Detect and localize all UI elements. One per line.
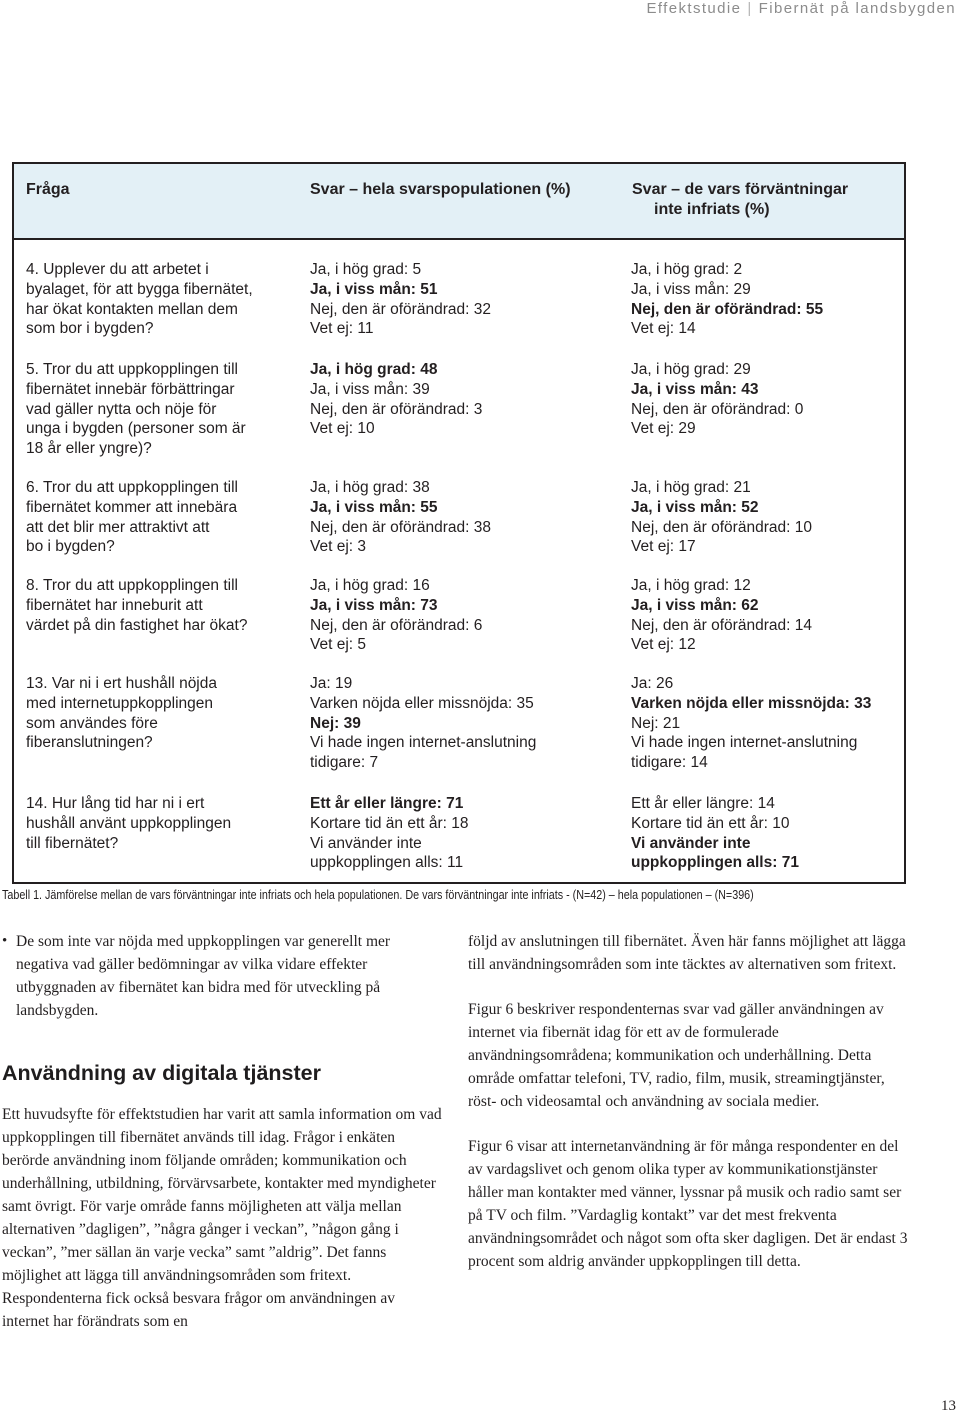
question-cell <box>26 478 281 557</box>
bullet-item <box>2 930 442 1022</box>
question-cell-line: bo i bygden? <box>26 538 115 556</box>
all-respondents-cell-line: Vet ej: 11 <box>310 320 374 338</box>
unmet-expectations-cell-line: Ett år eller längre: 14 <box>631 795 775 812</box>
unmet-expectations-cell-line: Ja, i hög grad: 2 <box>631 261 743 278</box>
question-cell <box>26 794 281 853</box>
unmet-expectations-cell-line: Ja, i hög grad: 21 <box>631 479 751 496</box>
running-head-separator: | <box>747 0 753 17</box>
question-cell-line: hushåll använt uppkopplingen <box>26 814 232 832</box>
unmet-expectations-cell-line: Ja, i hög grad: 12 <box>631 577 751 594</box>
question-cell-line: som bor i bygden? <box>26 320 154 338</box>
bullet-dot-icon: • <box>2 933 8 949</box>
page-number: 13 <box>941 1398 956 1414</box>
unmet-expectations-cell-line: Vet ej: 12 <box>631 636 696 654</box>
unmet-expectations-cell-line: Ja, i hög grad: 29 <box>631 361 751 378</box>
all-respondents-cell-line: uppkopplingen alls: 11 <box>310 854 464 872</box>
all-respondents-cell-line: Vet ej: 5 <box>310 636 367 654</box>
question-cell-line: med internetuppkopplingen <box>26 694 213 712</box>
question-cell-line: har ökat kontakten mellan dem <box>26 300 238 318</box>
question-cell-line: 5. Tror du att uppkopplingen till <box>26 361 238 378</box>
section-heading: Användning av digitala tjänster <box>2 1061 321 1085</box>
all-respondents-cell-line: Varken nöjda eller missnöjda: 35 <box>310 694 534 712</box>
table-header <box>14 164 904 240</box>
question-cell <box>26 260 281 339</box>
unmet-expectations-cell-line: Nej, den är oförändrad: 14 <box>631 616 812 634</box>
running-head <box>356 0 956 17</box>
unmet-expectations-cell-line: Nej, den är oförändrad: 10 <box>631 518 812 536</box>
question-cell-line: 6. Tror du att uppkopplingen till <box>26 479 238 496</box>
question-cell-line: 18 år eller yngre)? <box>26 440 152 458</box>
unmet-expectations-cell-line: Nej: 21 <box>631 714 681 732</box>
unmet-expectations-cell-line: uppkopplingen alls: 71 <box>631 854 799 872</box>
all-respondents-cell-line: Ja, i viss mån: 55 <box>310 498 438 516</box>
all-respondents-cell <box>310 260 610 339</box>
all-respondents-cell-line: Ett år eller längre: 71 <box>310 795 464 812</box>
unmet-expectations-cell <box>631 674 901 773</box>
paragraph-right-2: Figur 6 beskriver respondenternas svar vad gäller användningen av internet via fibernät idag för ett av de formulerade användningsområdena; kommunikation och underhållning. Detta område omfattar telefoni, TV, radio, film, musik, streamingtjänster, röst- och videosamtal och användning av sociala medier. <box>468 1001 885 1110</box>
running-head-subtitle: Fibernät på landsbygden <box>758 0 956 17</box>
unmet-expectations-cell <box>631 576 901 655</box>
unmet-expectations-cell-line: Vet ej: 17 <box>631 538 696 556</box>
unmet-expectations-cell-line: Vet ej: 14 <box>631 320 696 338</box>
all-respondents-cell-line: Ja, i hög grad: 16 <box>310 577 430 594</box>
unmet-expectations-cell-line: Varken nöjda eller missnöjda: 33 <box>631 694 872 712</box>
all-respondents-cell <box>310 360 610 439</box>
question-cell-line: vad gäller nytta och nöje för <box>26 400 217 418</box>
question-cell-line: fiberanslutningen? <box>26 734 153 752</box>
question-cell-line: unga i bygden (personer som är <box>26 420 246 438</box>
paragraph-left: Ett huvudsyfte för effektstudien har varit att samla information om vad uppkopplingen till fibernätet används till idag. Frågor i enkäten berörde användning inom följande områden; kommunikation och underhållning, utbildning, förvärvsarbete, kontakter med myndigheter samt övrigt. För varje område fanns möjligheten att välja mellan alternativen ”dagligen”, ”några gånger i veckan”, ”någon gång i veckan”, ”mer sällan än varje vecka” samt ”aldrig”. Det fanns möjlighet att lägga till användningsområden som fritext. Respondenterna fick också besvara frågor om användningen av internet har förändrats som en <box>2 1106 442 1330</box>
all-respondents-cell-line: Vi hade ingen internet-anslutning <box>310 734 537 752</box>
unmet-expectations-cell <box>631 360 901 439</box>
unmet-expectations-cell <box>631 260 901 339</box>
all-respondents-cell <box>310 794 610 873</box>
all-respondents-cell <box>310 674 610 773</box>
all-respondents-cell-line: Nej, den är oförändrad: 32 <box>310 300 491 318</box>
unmet-expectations-cell-line: Ja, i viss mån: 29 <box>631 280 751 298</box>
question-cell-line: att det blir mer attraktivt att <box>26 518 210 536</box>
question-cell-line: 8. Tror du att uppkopplingen till <box>26 577 238 594</box>
unmet-expectations-cell-line: Ja, i viss mån: 43 <box>631 380 759 398</box>
question-cell-line: 13. Var ni i ert hushåll nöjda <box>26 675 217 692</box>
all-respondents-cell-line: Ja, i viss mån: 73 <box>310 596 438 614</box>
unmet-expectations-cell-line: Ja, i viss mån: 52 <box>631 498 759 516</box>
unmet-expectations-cell-line: Nej, den är oförändrad: 55 <box>631 300 824 318</box>
question-cell-line: byalaget, för att bygga fibernätet, <box>26 280 253 298</box>
unmet-expectations-cell-line: Vi använder inte <box>631 834 751 852</box>
question-cell-line: 14. Hur lång tid har ni i ert <box>26 795 205 812</box>
question-cell-line: fibernätet har inneburit att <box>26 596 203 614</box>
question-cell <box>26 674 281 753</box>
paragraph-right-3: Figur 6 visar att internetanvändning är för många respondenter en del av vardagslivet och genom olika typer av kommunikationstjänster håller man kontakter med vänner, lyssnar på musik och radio samt ser på TV och film. ”Vardaglig kontakt” var det mest frekventa användningsområdet och något som ofta sker dagligen. Det är endast 3 procent som aldrig använder uppkopplingen till detta. <box>468 1138 908 1270</box>
all-respondents-cell-line: Nej, den är oförändrad: 3 <box>310 400 483 418</box>
left-column <box>2 930 442 1333</box>
question-cell-line: 4. Upplever du att arbetet i <box>26 261 209 278</box>
unmet-expectations-cell-line: Nej, den är oförändrad: 0 <box>631 400 804 418</box>
unmet-expectations-cell <box>631 794 901 873</box>
header-question: Fråga <box>26 181 70 198</box>
all-respondents-cell-line: Vet ej: 10 <box>310 420 375 438</box>
all-respondents-cell-line: Vet ej: 3 <box>310 538 367 556</box>
question-cell <box>26 576 281 635</box>
all-respondents-cell-line: Nej, den är oförändrad: 38 <box>310 518 491 536</box>
unmet-expectations-cell-line: Ja, i viss mån: 62 <box>631 596 759 614</box>
right-column <box>468 930 913 1273</box>
paragraph-right-1: följd av anslutningen till fibernätet. Även här fanns möjlighet att lägga till användningsområden som inte täcktes av alternativen som fritext. <box>468 933 906 973</box>
question-cell-line: som användes före <box>26 714 158 732</box>
bullet-text: De som inte var nöjda med uppkopplingen var generellt mer negativa vad gäller bedömningar av vilka vidare effekter utbyggnaden av fibernätet kan bidra med för utveckling på landsbygden. <box>16 933 391 1019</box>
all-respondents-cell-line: Nej: 39 <box>310 714 361 732</box>
question-cell-line: till fibernätet? <box>26 834 119 852</box>
all-respondents-cell-line: Nej, den är oförändrad: 6 <box>310 616 483 634</box>
unmet-expectations-cell-line: Vet ej: 29 <box>631 420 696 438</box>
unmet-expectations-cell <box>631 478 901 557</box>
question-cell-line: värdet på din fastighet har ökat? <box>26 616 248 634</box>
question-cell-line: fibernätet kommer att innebära <box>26 498 238 516</box>
all-respondents-cell-line: tidigare: 7 <box>310 754 379 772</box>
survey-comparison-table <box>12 162 906 884</box>
all-respondents-cell-line: Ja, i hög grad: 48 <box>310 361 438 378</box>
question-cell <box>26 360 281 459</box>
header-unmet-expectations <box>632 180 848 220</box>
unmet-expectations-cell-line: Ja: 26 <box>631 675 674 692</box>
unmet-expectations-cell-line: Kortare tid än ett år: 10 <box>631 814 790 832</box>
header-unmet-line1: Svar – de vars förväntningar <box>632 181 849 198</box>
all-respondents-cell-line: Vi använder inte <box>310 834 422 852</box>
all-respondents-cell-line: Kortare tid än ett år: 18 <box>310 814 469 832</box>
all-respondents-cell-line: Ja, i viss mån: 39 <box>310 380 430 398</box>
all-respondents-cell-line: Ja, i viss mån: 51 <box>310 280 438 298</box>
header-unmet-line2: inte infriats (%) <box>654 201 770 218</box>
all-respondents-cell-line: Ja, i hög grad: 5 <box>310 261 422 278</box>
all-respondents-cell <box>310 478 610 557</box>
all-respondents-cell-line: Ja, i hög grad: 38 <box>310 479 430 496</box>
unmet-expectations-cell-line: Vi hade ingen internet-anslutning <box>631 734 858 752</box>
all-respondents-cell-line: Ja: 19 <box>310 675 353 692</box>
running-head-title: Effektstudie <box>646 0 742 17</box>
header-all-respondents: Svar – hela svarspopulationen (%) <box>310 181 571 198</box>
question-cell-line: fibernätet innebär förbättringar <box>26 380 235 398</box>
all-respondents-cell <box>310 576 610 655</box>
table-caption: Tabell 1. Jämförelse mellan de vars förväntningar inte infriats och hela populationen. De vars förväntningar inte infriats - (N=42) – hela populationen – (N=396) <box>2 888 754 902</box>
unmet-expectations-cell-line: tidigare: 14 <box>631 754 708 772</box>
